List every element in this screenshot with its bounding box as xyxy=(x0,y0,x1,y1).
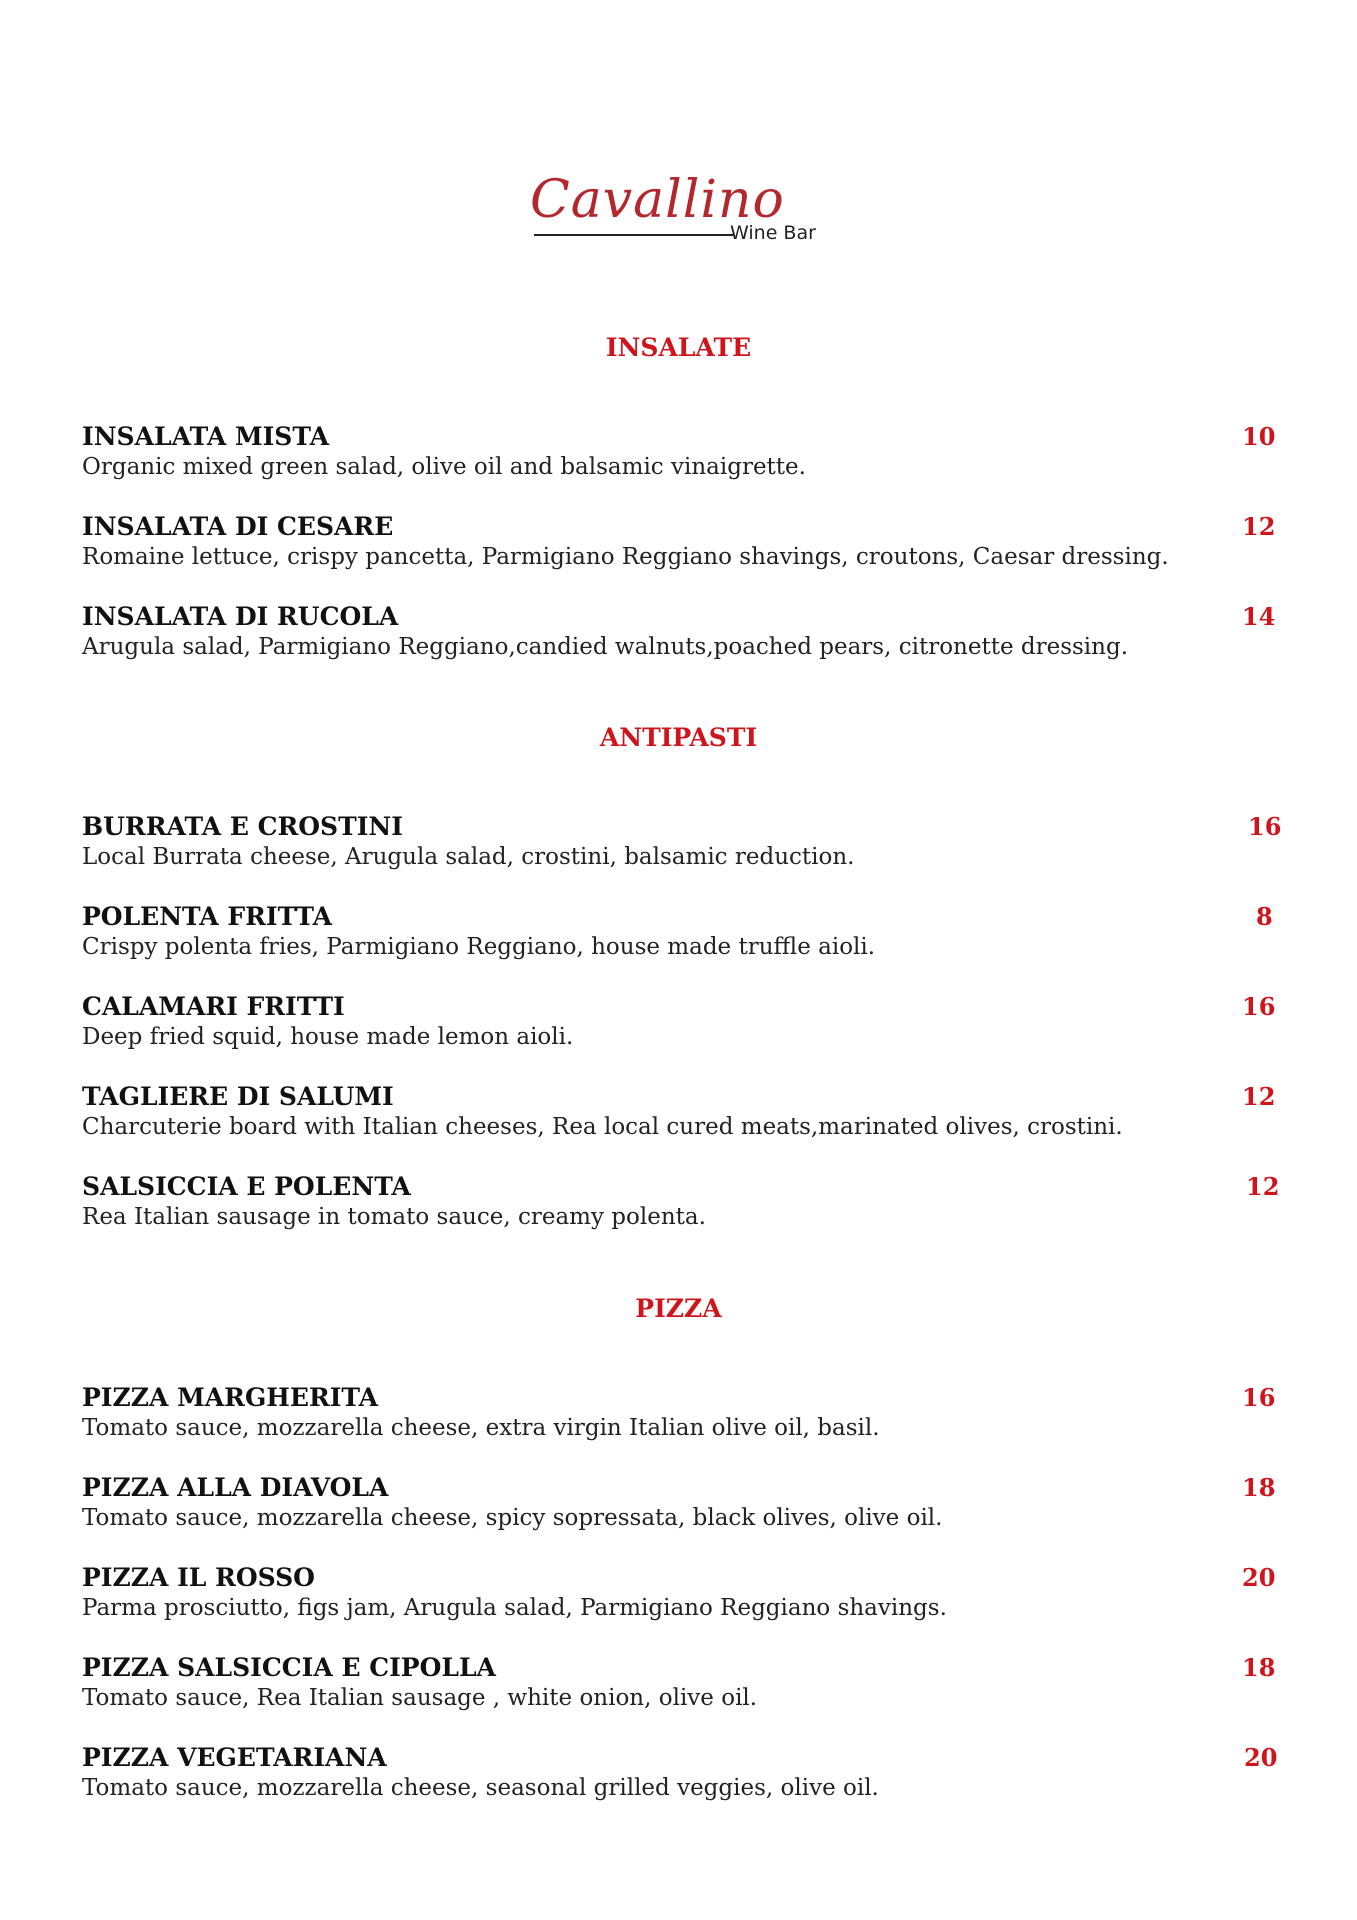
item-description: Local Burrata cheese, Arugula salad, crostini, balsamic reduction. xyxy=(82,844,855,870)
menu-item xyxy=(82,1172,1282,1232)
section-title-insalate: INSALATE xyxy=(605,333,752,362)
item-description: Charcuterie board with Italian cheeses, Rea local cured meats,marinated olives, crostini. xyxy=(82,1114,1123,1140)
item-name: TAGLIERE DI SALUMI xyxy=(82,1082,394,1111)
item-price: 16 xyxy=(1248,812,1282,841)
item-name: PIZZA MARGHERITA xyxy=(82,1383,379,1412)
item-description: Parma prosciutto, figs jam, Arugula salad, Parmigiano Reggiano shavings. xyxy=(82,1595,947,1621)
item-description: Tomato sauce, mozzarella cheese, spicy sopressata, black olives, olive oil. xyxy=(82,1505,943,1531)
item-price: 8 xyxy=(1256,902,1273,931)
item-description: Rea Italian sausage in tomato sauce, creamy polenta. xyxy=(82,1204,706,1230)
item-name: PIZZA IL ROSSO xyxy=(82,1563,315,1592)
item-price: 18 xyxy=(1242,1473,1276,1502)
item-price: 12 xyxy=(1246,1172,1280,1201)
menu-item xyxy=(82,422,1282,482)
item-name: BURRATA E CROSTINI xyxy=(82,812,403,841)
item-price: 12 xyxy=(1242,512,1276,541)
item-description: Deep fried squid, house made lemon aioli. xyxy=(82,1024,574,1050)
menu-item xyxy=(82,992,1282,1052)
menu-item xyxy=(82,602,1282,662)
menu-item xyxy=(82,512,1282,572)
item-name: PIZZA VEGETARIANA xyxy=(82,1743,387,1772)
section-title-pizza: PIZZA xyxy=(635,1294,722,1323)
menu-item xyxy=(82,902,1282,962)
item-description: Crispy polenta fries, Parmigiano Reggiano, house made truffle aioli. xyxy=(82,934,876,960)
item-price: 12 xyxy=(1242,1082,1276,1111)
item-price: 20 xyxy=(1242,1563,1276,1592)
item-description: Organic mixed green salad, olive oil and balsamic vinaigrette. xyxy=(82,454,806,480)
item-price: 16 xyxy=(1242,1383,1276,1412)
menu-item xyxy=(82,1563,1282,1623)
item-price: 18 xyxy=(1242,1653,1276,1682)
item-description: Tomato sauce, Rea Italian sausage , white onion, olive oil. xyxy=(82,1685,758,1711)
item-name: PIZZA SALSICCIA E CIPOLLA xyxy=(82,1653,496,1682)
item-name: PIZZA ALLA DIAVOLA xyxy=(82,1473,389,1502)
item-price: 20 xyxy=(1244,1743,1278,1772)
logo xyxy=(530,170,840,248)
item-name: CALAMARI FRITTI xyxy=(82,992,345,1021)
item-description: Arugula salad, Parmigiano Reggiano,candied walnuts,poached pears, citronette dressing. xyxy=(82,634,1129,660)
item-name: INSALATA MISTA xyxy=(82,422,329,451)
item-name: SALSICCIA E POLENTA xyxy=(82,1172,411,1201)
menu-item xyxy=(82,1383,1282,1443)
menu-item xyxy=(82,1082,1282,1142)
menu-item xyxy=(82,1653,1282,1713)
section-title-antipasti: ANTIPASTI xyxy=(599,723,758,752)
item-name: POLENTA FRITTA xyxy=(82,902,332,931)
item-description: Tomato sauce, mozzarella cheese, extra virgin Italian olive oil, basil. xyxy=(82,1415,880,1441)
item-price: 14 xyxy=(1242,602,1276,631)
item-description: Tomato sauce, mozzarella cheese, seasonal grilled veggies, olive oil. xyxy=(82,1775,879,1801)
item-name: INSALATA DI CESARE xyxy=(82,512,394,541)
logo-underline xyxy=(534,234,734,236)
logo-subtitle: Wine Bar xyxy=(730,222,816,244)
item-name: INSALATA DI RUCOLA xyxy=(82,602,399,631)
menu-item xyxy=(82,1473,1282,1533)
logo-script: Cavallino xyxy=(530,170,785,230)
item-description: Romaine lettuce, crispy pancetta, Parmigiano Reggiano shavings, croutons, Caesar dressing. xyxy=(82,544,1169,570)
item-price: 10 xyxy=(1242,422,1276,451)
menu-item xyxy=(82,1743,1282,1803)
item-price: 16 xyxy=(1242,992,1276,1021)
menu-item xyxy=(82,812,1282,872)
